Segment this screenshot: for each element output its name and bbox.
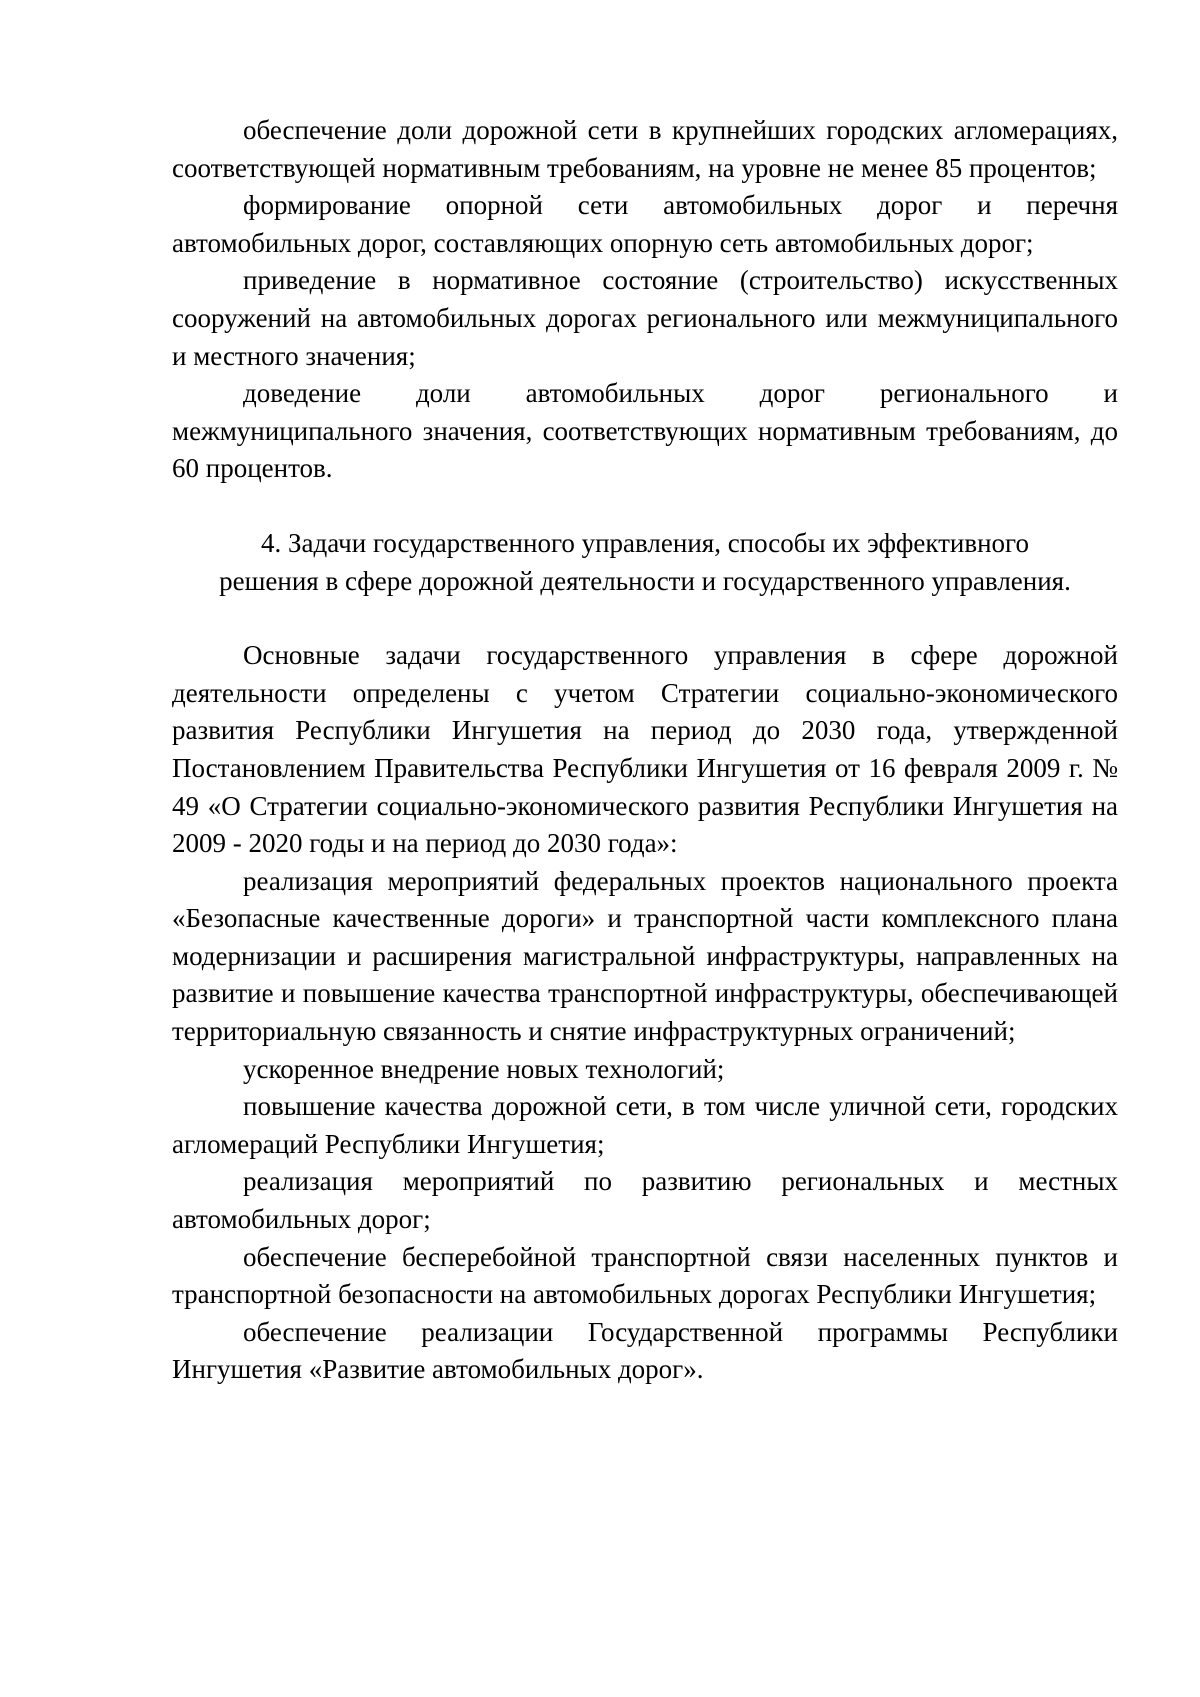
task-item-2: ускоренное внедрение новых технологий; (243, 1053, 725, 1084)
task-item-3: повышение качества дорожной сети, в том числе уличной сети, городских агломераций Республики Ингушетия; (172, 1091, 1118, 1159)
task-item-4: реализация мероприятий по развитию региональных и местных автомобильных дорог; (172, 1166, 1118, 1235)
section-heading (172, 525, 1118, 600)
intro-item-2: формирование опорной сети автомобильных дорог и перечня автомобильных дорог, составляющих опорную сеть автомобильных дорог; (172, 190, 1118, 258)
task-item-1: реализация мероприятий федеральных проектов национального проекта «Безопасные качественные дороги» и транспортной части комплексного плана модернизации и расширения магистральной инфраструктуры, направленных на развитие и повышение качества транспортной инфраструктуры, обеспечивающей территориальную связанность и снятие инфраструктурных ограничений; (172, 865, 1118, 1047)
intro-item-1: обеспечение доли дорожной сети в крупнейших городских агломерациях, соответствующей нормативным требованиям, на уровне не менее 85 процентов; (172, 115, 1118, 183)
task-item-5: обеспечение бесперебойной транспортной связи населенных пунктов и транспортной безопасности на автомобильных дорогах Республики Ингушетия; (172, 1241, 1118, 1310)
section-heading-line-2: решения в сфере дорожной деятельности и государственного управления. (219, 565, 1071, 596)
section-lead-paragraph: Основные задачи государственного управления в сфере дорожной деятельности определены с учетом Стратегии социально-экономического развития Республики Ингушетия на период до 2030 года, утвержденной Постановлением Правительства Республики Ингушетия от 16 февраля 2009 г. № 49 «О Стратегии социально-экономического развития Республики Ингушетия на 2009 - 2020 годы и на период до 2030 года»: (172, 640, 1118, 859)
intro-item-4: доведение доли автомобильных дорог регионального и межмуниципального значения, соответствующих нормативным требованиям, до 60 процентов. (172, 378, 1118, 484)
task-item-6: обеспечение реализации Государственной программы Республики Ингушетия «Развитие автомобильных дорог». (172, 1316, 1118, 1385)
document-page (172, 112, 1118, 1389)
intro-item-3: приведение в нормативное состояние (строительство) искусственных сооружений на автомобильных дорогах регионального или межмуниципального и местного значения; (172, 265, 1118, 371)
section-heading-line-1: 4. Задачи государственного управления, способы их эффективного (261, 527, 1029, 558)
